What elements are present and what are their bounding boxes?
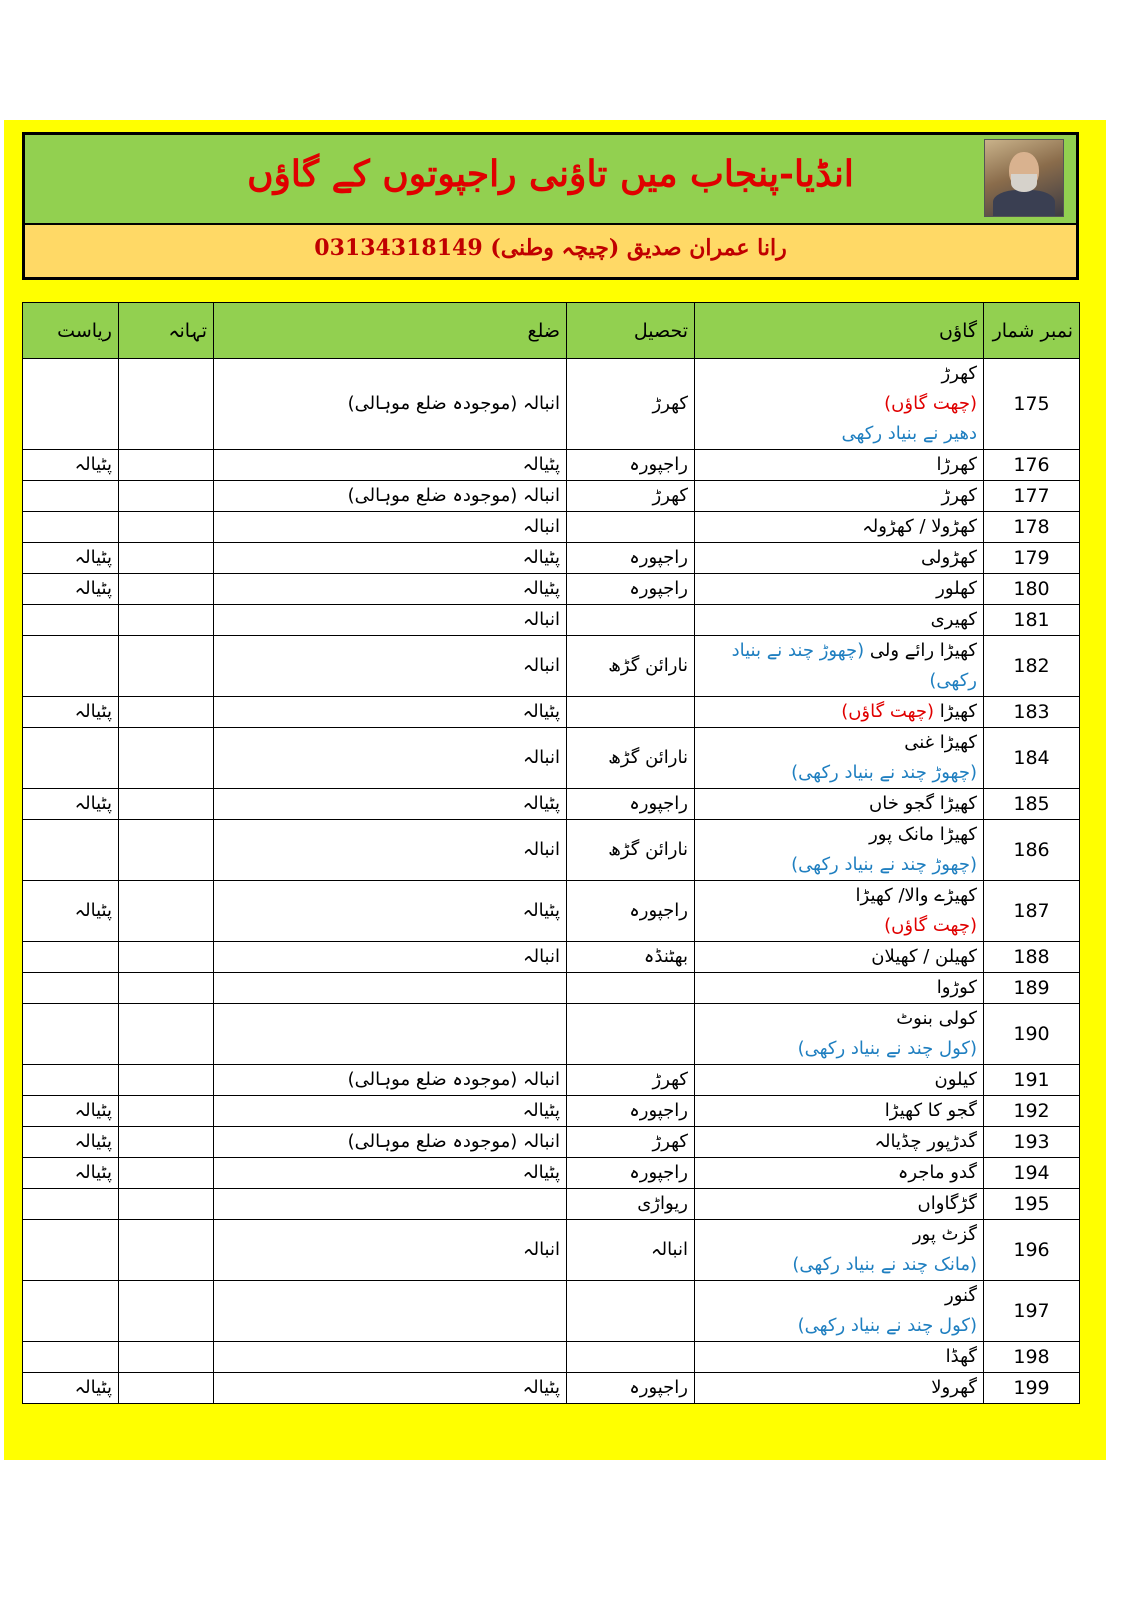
row-number: 199 <box>984 1373 1080 1404</box>
row-number: 176 <box>984 450 1080 481</box>
thana-cell <box>119 1127 214 1158</box>
village-cell <box>695 1189 984 1220</box>
table-row <box>23 1373 1080 1404</box>
tehsil-cell: راجپورہ <box>567 543 695 574</box>
row-number: 197 <box>984 1281 1080 1342</box>
village-name: کھڑولا / کھڑولہ <box>862 516 977 537</box>
village-cell <box>695 881 984 942</box>
district-cell: انبالہ <box>214 636 567 697</box>
tehsil-cell <box>567 973 695 1004</box>
village-name: کولی بنوٹ <box>896 1008 977 1029</box>
table-row <box>23 942 1080 973</box>
state-cell <box>23 973 119 1004</box>
state-cell <box>23 942 119 973</box>
village-name: گجو کا کھیڑا <box>884 1100 977 1121</box>
village-name: گنور <box>945 1285 977 1306</box>
tehsil-cell: راجپورہ <box>567 1373 695 1404</box>
row-number: 186 <box>984 820 1080 881</box>
state-cell <box>23 481 119 512</box>
village-name: کھرڑ <box>941 363 977 384</box>
village-name: گدو ماجرہ <box>897 1162 977 1183</box>
village-cell <box>695 1342 984 1373</box>
thana-cell <box>119 789 214 820</box>
village-name: کھرڑ <box>941 485 977 506</box>
village-note-blue: (مانک چند نے بنیاد رکھی) <box>792 1254 977 1275</box>
village-name: گھڈا <box>945 1346 977 1367</box>
row-number: 180 <box>984 574 1080 605</box>
thana-cell <box>119 1342 214 1373</box>
village-cell <box>695 574 984 605</box>
tehsil-cell: کھرڑ <box>567 1065 695 1096</box>
village-note-red: (چھت گاؤں) <box>884 915 977 936</box>
state-cell <box>23 1220 119 1281</box>
village-cell <box>695 543 984 574</box>
row-number: 191 <box>984 1065 1080 1096</box>
tehsil-cell: کھرڑ <box>567 481 695 512</box>
village-cell <box>695 1281 984 1342</box>
village-name: گھرولا <box>931 1377 977 1398</box>
thana-cell <box>119 636 214 697</box>
table-row <box>23 1158 1080 1189</box>
row-number: 188 <box>984 942 1080 973</box>
row-number: 189 <box>984 973 1080 1004</box>
thana-cell <box>119 820 214 881</box>
row-number: 196 <box>984 1220 1080 1281</box>
thana-cell <box>119 1004 214 1065</box>
table-row <box>23 1220 1080 1281</box>
village-cell <box>695 820 984 881</box>
district-cell <box>214 1281 567 1342</box>
village-name: گدڑپور چڈیالہ <box>874 1131 977 1152</box>
thana-cell <box>119 881 214 942</box>
table-row <box>23 605 1080 636</box>
state-cell: پٹیالہ <box>23 1127 119 1158</box>
tehsil-cell: راجپورہ <box>567 1096 695 1127</box>
page-sheet <box>4 120 1106 1460</box>
village-cell <box>695 1004 984 1065</box>
row-number: 193 <box>984 1127 1080 1158</box>
tehsil-cell <box>567 1342 695 1373</box>
village-cell <box>695 942 984 973</box>
tehsil-cell <box>567 605 695 636</box>
tehsil-cell: انبالہ <box>567 1220 695 1281</box>
villages-table-wrap <box>22 302 1079 1404</box>
district-cell: انبالہ (موجودہ ضلع موہالی) <box>214 359 567 450</box>
thana-cell <box>119 1373 214 1404</box>
state-cell <box>23 1189 119 1220</box>
village-cell <box>695 605 984 636</box>
village-note-blue: (کول چند نے بنیاد رکھی) <box>797 1315 977 1336</box>
row-number: 183 <box>984 697 1080 728</box>
row-number: 175 <box>984 359 1080 450</box>
tehsil-cell: نارائن گڑھ <box>567 636 695 697</box>
tehsil-cell: کھرڑ <box>567 359 695 450</box>
village-cell <box>695 1127 984 1158</box>
district-cell: انبالہ <box>214 512 567 543</box>
row-number: 184 <box>984 728 1080 789</box>
thana-cell <box>119 1220 214 1281</box>
thana-cell <box>119 942 214 973</box>
village-name: کیلون <box>934 1069 977 1090</box>
state-cell <box>23 1342 119 1373</box>
state-cell: پٹیالہ <box>23 543 119 574</box>
table-row <box>23 728 1080 789</box>
thana-cell <box>119 1189 214 1220</box>
row-number: 192 <box>984 1096 1080 1127</box>
village-name: گڑگاواں <box>917 1193 977 1214</box>
tehsil-cell: نارائن گڑھ <box>567 728 695 789</box>
row-number: 185 <box>984 789 1080 820</box>
state-cell <box>23 728 119 789</box>
thana-cell <box>119 450 214 481</box>
col-header-village: گاؤں <box>695 303 984 359</box>
state-cell: پٹیالہ <box>23 1373 119 1404</box>
thana-cell <box>119 605 214 636</box>
state-cell <box>23 1281 119 1342</box>
state-cell <box>23 1004 119 1065</box>
village-note-blue: (چھوڑ چند نے بنیاد رکھی) <box>791 762 977 783</box>
col-header-tehsil: تحصیل <box>567 303 695 359</box>
table-header-row <box>23 303 1080 359</box>
tehsil-cell: راجپورہ <box>567 1158 695 1189</box>
village-name: کھیڑا گجو خاں <box>869 793 977 814</box>
page-title: انڈیا-پنجاب میں تاؤنی راجپوتوں کے گاؤں <box>247 153 854 195</box>
village-name: کوڑوا <box>936 977 977 998</box>
table-body <box>23 359 1080 1404</box>
district-cell: پٹیالہ <box>214 789 567 820</box>
col-header-state: ریاست <box>23 303 119 359</box>
village-cell <box>695 1065 984 1096</box>
table-row <box>23 1342 1080 1373</box>
village-note-blue: (کول چند نے بنیاد رکھی) <box>797 1038 977 1059</box>
tehsil-cell: کھرڑ <box>567 1127 695 1158</box>
row-number: 187 <box>984 881 1080 942</box>
row-number: 182 <box>984 636 1080 697</box>
district-cell: انبالہ (موجودہ ضلع موہالی) <box>214 481 567 512</box>
state-cell <box>23 512 119 543</box>
village-name: کھیڑے والا/ کھیڑا <box>855 885 977 906</box>
table-row <box>23 789 1080 820</box>
table-row <box>23 543 1080 574</box>
village-cell <box>695 1158 984 1189</box>
village-cell <box>695 481 984 512</box>
district-cell: پٹیالہ <box>214 1373 567 1404</box>
village-cell <box>695 1096 984 1127</box>
village-name: کھیڑا <box>939 701 977 722</box>
row-number: 181 <box>984 605 1080 636</box>
district-cell <box>214 1189 567 1220</box>
table-row <box>23 1281 1080 1342</box>
tehsil-cell: راجپورہ <box>567 789 695 820</box>
col-header-district: ضلع <box>214 303 567 359</box>
district-cell: انبالہ <box>214 605 567 636</box>
table-row <box>23 881 1080 942</box>
row-number: 194 <box>984 1158 1080 1189</box>
district-cell: پٹیالہ <box>214 1096 567 1127</box>
col-header-thana: تہانہ <box>119 303 214 359</box>
table-row <box>23 481 1080 512</box>
state-cell: پٹیالہ <box>23 1158 119 1189</box>
tehsil-cell: راجپورہ <box>567 881 695 942</box>
district-cell: انبالہ (موجودہ ضلع موہالی) <box>214 1127 567 1158</box>
district-cell: پٹیالہ <box>214 574 567 605</box>
table-row <box>23 697 1080 728</box>
tehsil-cell <box>567 1281 695 1342</box>
village-note-blue: (چھوڑ چند نے بنیاد رکھی) <box>731 640 977 691</box>
table-row <box>23 359 1080 450</box>
village-name: کھیڑا رائے ولی <box>869 640 977 661</box>
villages-table <box>22 302 1080 1404</box>
row-number: 198 <box>984 1342 1080 1373</box>
state-cell: پٹیالہ <box>23 450 119 481</box>
village-cell <box>695 1220 984 1281</box>
header-box <box>22 132 1079 280</box>
table-row <box>23 1004 1080 1065</box>
district-cell: پٹیالہ <box>214 1158 567 1189</box>
thana-cell <box>119 1281 214 1342</box>
district-cell: پٹیالہ <box>214 697 567 728</box>
village-name: کھلور <box>936 578 977 599</box>
row-number: 195 <box>984 1189 1080 1220</box>
village-name: کھرڑا <box>936 454 977 475</box>
table-row <box>23 512 1080 543</box>
author-line: رانا عمران صدیق (چیچہ وطنی) 03134318149 <box>314 235 787 261</box>
state-cell <box>23 359 119 450</box>
state-cell <box>23 820 119 881</box>
tehsil-cell: ریواڑی <box>567 1189 695 1220</box>
thana-cell <box>119 543 214 574</box>
village-cell <box>695 789 984 820</box>
table-row <box>23 1127 1080 1158</box>
village-cell <box>695 1373 984 1404</box>
thana-cell <box>119 1158 214 1189</box>
village-cell <box>695 973 984 1004</box>
thana-cell <box>119 512 214 543</box>
tehsil-cell: نارائن گڑھ <box>567 820 695 881</box>
row-number: 190 <box>984 1004 1080 1065</box>
tehsil-cell <box>567 1004 695 1065</box>
district-cell <box>214 1004 567 1065</box>
district-cell <box>214 973 567 1004</box>
author-photo <box>984 139 1064 217</box>
district-cell <box>214 1342 567 1373</box>
district-cell: انبالہ <box>214 1220 567 1281</box>
tehsil-cell: راجپورہ <box>567 450 695 481</box>
thana-cell <box>119 728 214 789</box>
state-cell: پٹیالہ <box>23 1096 119 1127</box>
tehsil-cell <box>567 512 695 543</box>
tehsil-cell: راجپورہ <box>567 574 695 605</box>
state-cell: پٹیالہ <box>23 697 119 728</box>
district-cell: انبالہ <box>214 728 567 789</box>
row-number: 178 <box>984 512 1080 543</box>
table-row <box>23 636 1080 697</box>
table-row <box>23 450 1080 481</box>
thana-cell <box>119 1096 214 1127</box>
state-cell: پٹیالہ <box>23 881 119 942</box>
village-name: گزٹ پور <box>912 1224 977 1245</box>
table-row <box>23 1096 1080 1127</box>
table-row <box>23 1065 1080 1096</box>
thana-cell <box>119 481 214 512</box>
row-number: 179 <box>984 543 1080 574</box>
thana-cell <box>119 574 214 605</box>
thana-cell <box>119 359 214 450</box>
table-row <box>23 973 1080 1004</box>
title-band <box>25 135 1076 225</box>
district-cell: انبالہ <box>214 820 567 881</box>
state-cell <box>23 636 119 697</box>
village-name: کھیری <box>930 609 977 630</box>
state-cell: پٹیالہ <box>23 574 119 605</box>
village-name: کھڑولی <box>921 547 977 568</box>
col-header-number: نمبر شمار <box>984 303 1080 359</box>
village-cell <box>695 697 984 728</box>
state-cell <box>23 1065 119 1096</box>
district-cell: انبالہ <box>214 942 567 973</box>
village-name: کھیڑا غنی <box>904 732 977 753</box>
village-name: کھیلن / کھیلان <box>871 946 977 967</box>
tehsil-cell <box>567 697 695 728</box>
table-row <box>23 574 1080 605</box>
thana-cell <box>119 697 214 728</box>
village-note-blue: (چھوڑ چند نے بنیاد رکھی) <box>791 854 977 875</box>
author-band <box>25 225 1076 277</box>
district-cell: پٹیالہ <box>214 881 567 942</box>
state-cell <box>23 605 119 636</box>
table-row <box>23 820 1080 881</box>
village-cell <box>695 512 984 543</box>
village-cell <box>695 450 984 481</box>
village-cell <box>695 636 984 697</box>
village-note-red: (چھت گاؤں) <box>841 701 935 722</box>
table-row <box>23 1189 1080 1220</box>
state-cell: پٹیالہ <box>23 789 119 820</box>
district-cell: پٹیالہ <box>214 543 567 574</box>
row-number: 177 <box>984 481 1080 512</box>
village-note-red: (چھت گاؤں) <box>884 393 977 414</box>
district-cell: انبالہ (موجودہ ضلع موہالی) <box>214 1065 567 1096</box>
village-note-blue: دھیر نے بنیاد رکھی <box>841 423 977 444</box>
village-cell <box>695 728 984 789</box>
thana-cell <box>119 973 214 1004</box>
thana-cell <box>119 1065 214 1096</box>
district-cell: پٹیالہ <box>214 450 567 481</box>
village-cell <box>695 359 984 450</box>
tehsil-cell: بھٹنڈہ <box>567 942 695 973</box>
village-name: کھیڑا مانک پور <box>869 824 977 845</box>
